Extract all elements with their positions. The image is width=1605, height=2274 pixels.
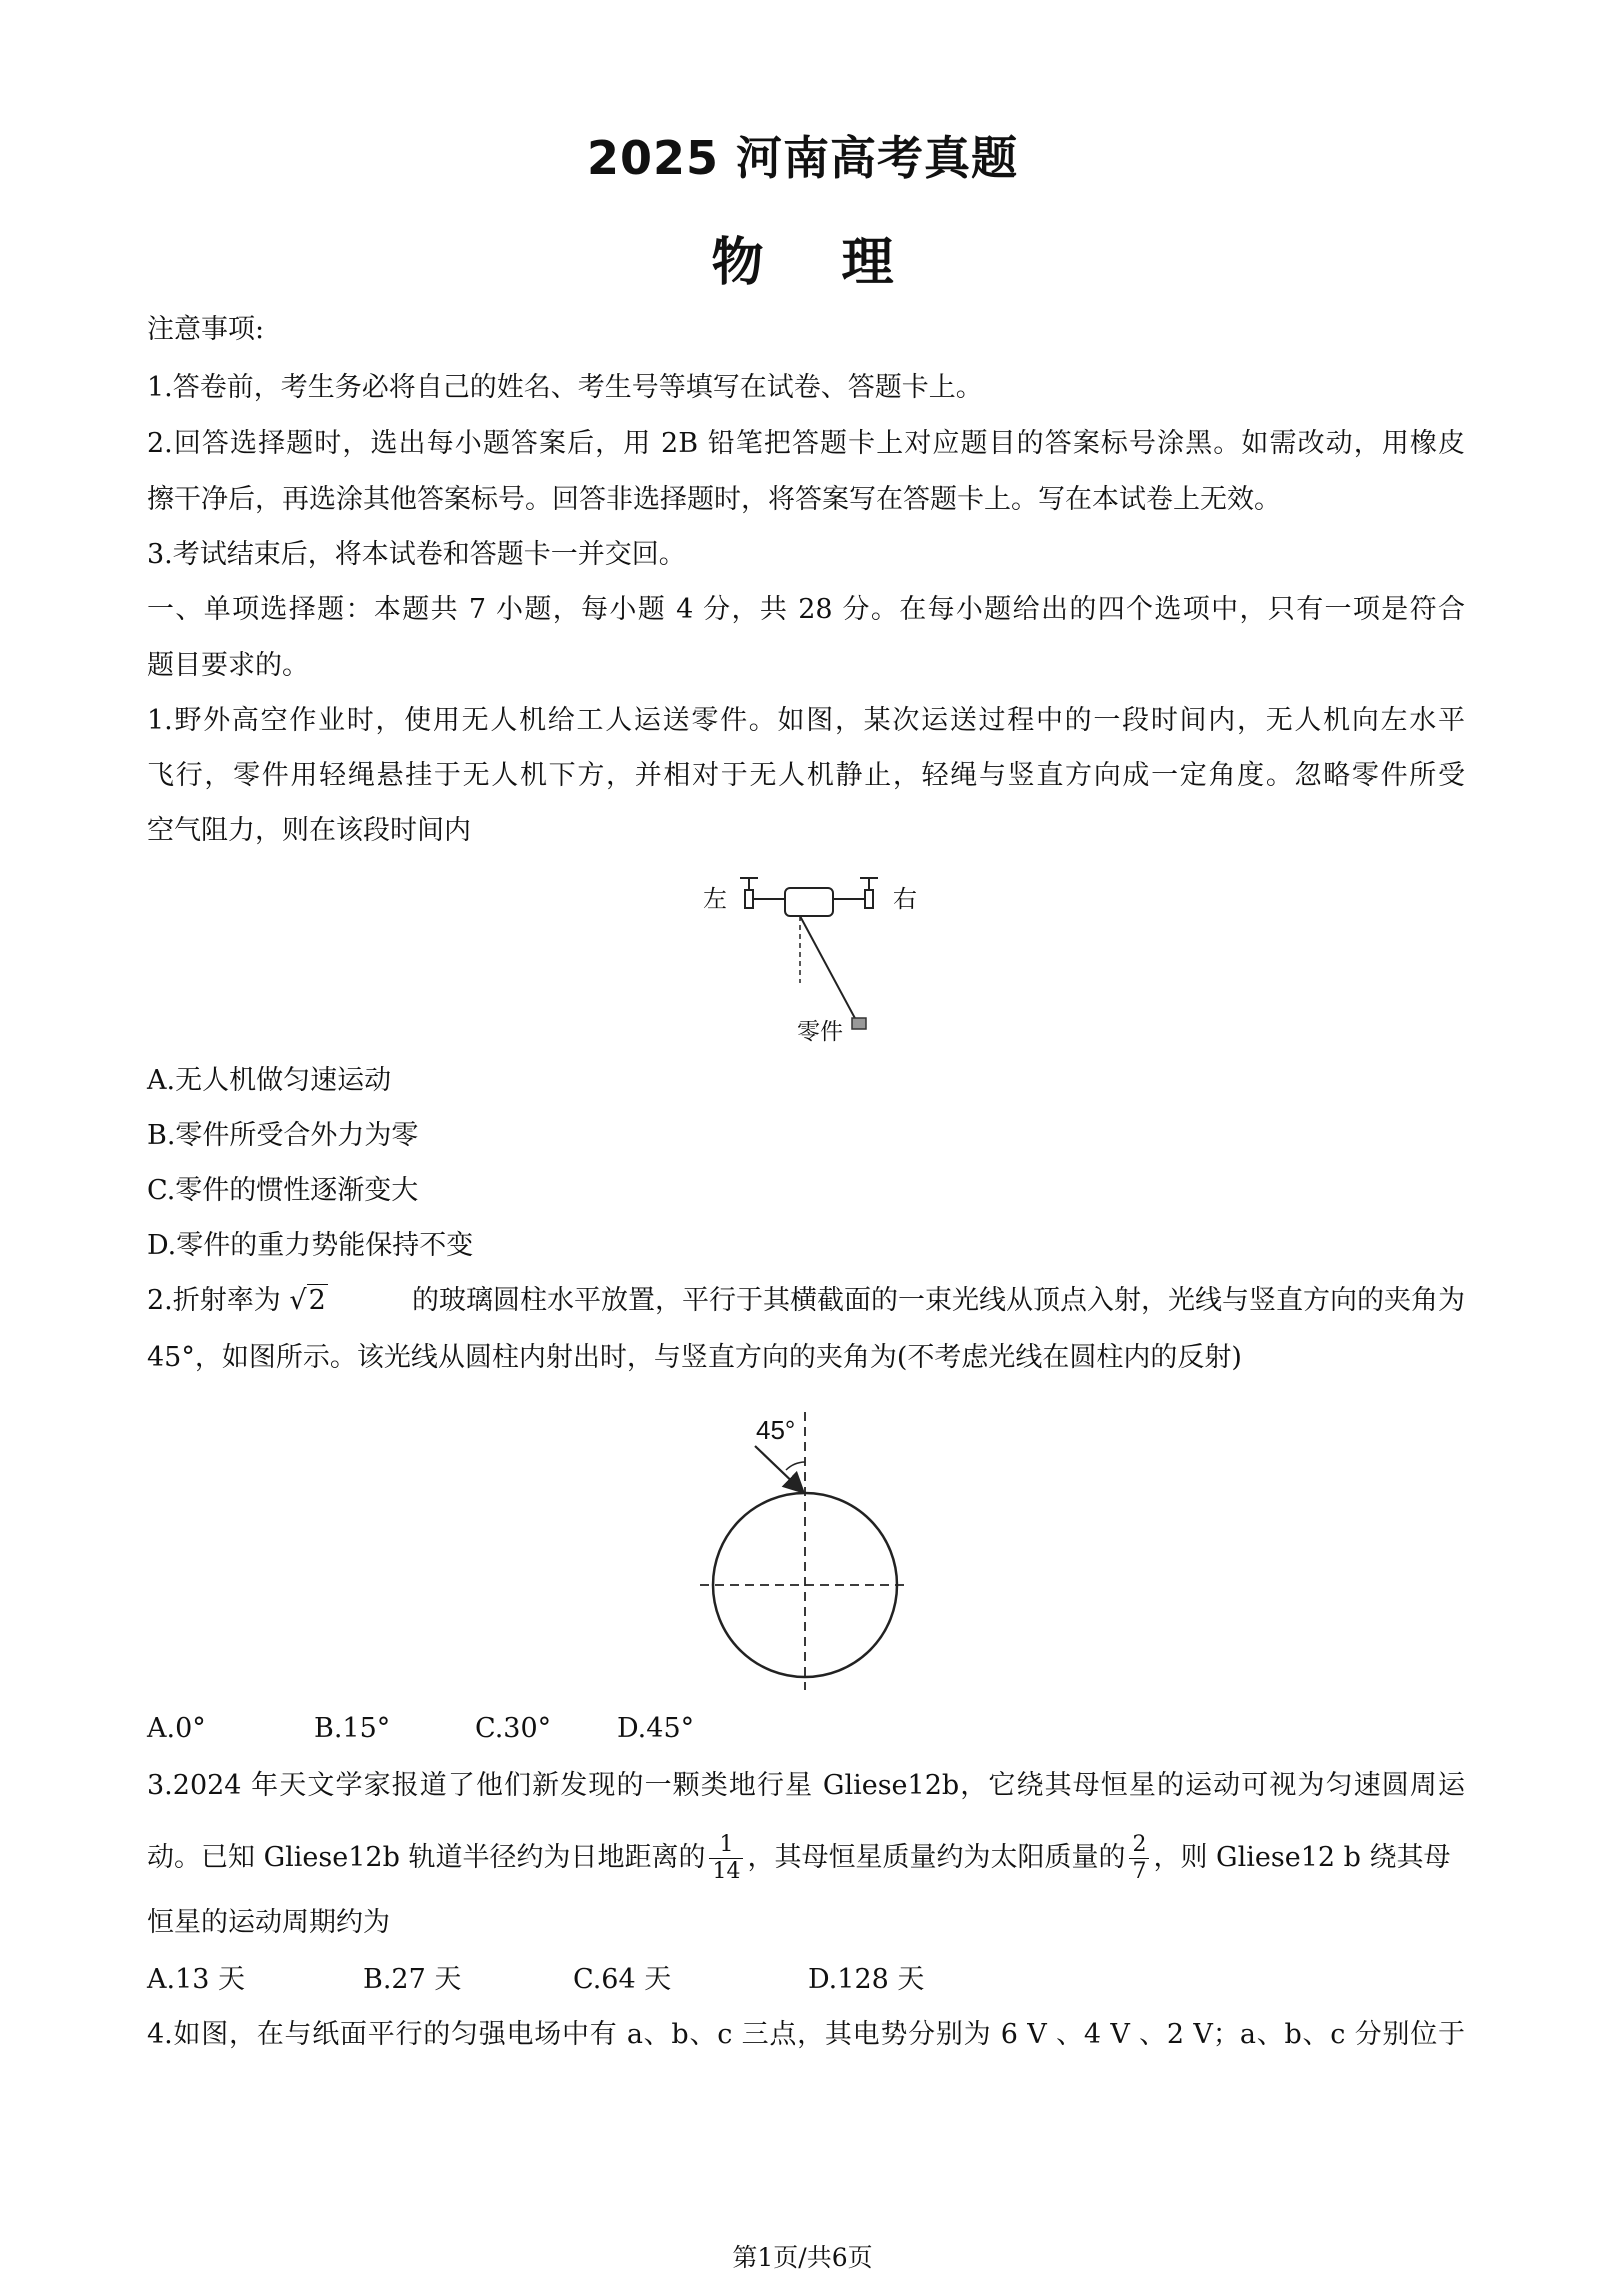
fraction-two-sevenths bbox=[1129, 1832, 1149, 1885]
cylinder-figure bbox=[690, 1400, 930, 1700]
notice-item-1: 1.答卷前，考生务必将自己的姓名、考生号等填写在试卷、答题卡上。 bbox=[147, 372, 983, 403]
q2-option-b: B.15° bbox=[314, 1713, 391, 1744]
right-label: 右 bbox=[893, 885, 917, 913]
part-label: 零件 bbox=[797, 1019, 843, 1045]
frac2-numerator: 2 bbox=[1129, 1832, 1149, 1859]
q1-option-a: A.无人机做匀速运动 bbox=[147, 1065, 392, 1096]
sqrt-radicand: 2 bbox=[308, 1285, 326, 1316]
q3-option-d: D.128 天 bbox=[808, 1964, 925, 1995]
notice-item-2-line1: 2.回答选择题时，选出每小题答案后，用 2B 铅笔把答题卡上对应题目的答案标号涂黑。如需改动，用橡皮 bbox=[147, 428, 1465, 459]
fraction-one-fourteenth bbox=[709, 1832, 743, 1885]
frac1-numerator: 1 bbox=[709, 1832, 743, 1859]
q2-prefix: 2.折射率为 bbox=[147, 1285, 281, 1316]
notice-heading: 注意事项: bbox=[147, 314, 265, 345]
q1-line3: 空气阻力，则在该段时间内 bbox=[147, 815, 471, 846]
q3-line2 bbox=[147, 1830, 1465, 1886]
q4-line1: 4.如图，在与纸面平行的匀强电场中有 a、b、c 三点，其电势分别为 6 V 、4 V 、2 V；a、b、c 分别位于 bbox=[147, 2019, 1465, 2050]
frac2-denominator: 7 bbox=[1132, 1858, 1147, 1884]
q3-line2-c: ，则 Gliese12 b 绕其母 bbox=[1153, 1842, 1451, 1873]
subject-title: 物 理 bbox=[711, 233, 894, 293]
q1-option-c: C.零件的惯性逐渐变大 bbox=[147, 1175, 419, 1206]
q2-option-d: D.45° bbox=[617, 1713, 695, 1744]
q3-line2-b: ，其母恒星质量约为太阳质量的 bbox=[747, 1842, 1126, 1873]
q3-option-b: B.27 天 bbox=[363, 1964, 462, 1995]
q2-suffix: 的玻璃圆柱水平放置，平行于其横截面的一束光线从顶点入射，光线与竖直方向的夹角为 bbox=[412, 1285, 1465, 1316]
notice-item-3: 3.考试结束后，将本试卷和答题卡一并交回。 bbox=[147, 539, 686, 570]
section-heading-line2: 题目要求的。 bbox=[147, 650, 309, 681]
page-number: 第1页/共6页 bbox=[732, 2243, 873, 2272]
q1-option-b: B.零件所受合外力为零 bbox=[147, 1120, 419, 1151]
angle-label: 45° bbox=[756, 1415, 796, 1445]
exam-title: 2025 河南高考真题 bbox=[586, 131, 1019, 185]
q2-line1 bbox=[147, 1283, 1465, 1319]
q3-option-c: C.64 天 bbox=[573, 1964, 672, 1995]
section-heading-line1: 一、单项选择题：本题共 7 小题，每小题 4 分，共 28 分。在每小题给出的四个选项中，只有一项是符合 bbox=[147, 594, 1465, 625]
sqrt-symbol: √2 bbox=[289, 1285, 326, 1316]
q1-line1: 1.野外高空作业时，使用无人机给工人运送零件。如图，某次运送过程中的一段时间内，无人机向左水平 bbox=[147, 705, 1465, 736]
q2-line2: 45°，如图所示。该光线从圆柱内射出时，与竖直方向的夹角为(不考虑光线在圆柱内的反射) bbox=[147, 1342, 1242, 1373]
q2-option-a: A.0° bbox=[147, 1713, 206, 1744]
q1-option-d: D.零件的重力势能保持不变 bbox=[147, 1230, 474, 1261]
q1-line2: 飞行，零件用轻绳悬挂于无人机下方，并相对于无人机静止，轻绳与竖直方向成一定角度。忽略零件所受 bbox=[147, 760, 1465, 791]
q2-option-c: C.30° bbox=[475, 1713, 552, 1744]
q3-line1: 3.2024 年天文学家报道了他们新发现的一颗类地行星 Gliese12b，它绕其母恒星的运动可视为匀速圆周运 bbox=[147, 1770, 1465, 1801]
q3-line2-a: 动。已知 Gliese12b 轨道半径约为日地距离的 bbox=[147, 1842, 706, 1873]
q3-option-a: A.13 天 bbox=[147, 1964, 246, 1995]
notice-item-2-line2: 擦干净后，再选涂其他答案标号。回答非选择题时，将答案写在答题卡上。写在本试卷上无效。 bbox=[147, 484, 1281, 515]
left-label: 左 bbox=[703, 885, 727, 913]
q3-line3: 恒星的运动周期约为 bbox=[147, 1907, 390, 1938]
frac1-denominator: 14 bbox=[712, 1858, 741, 1884]
